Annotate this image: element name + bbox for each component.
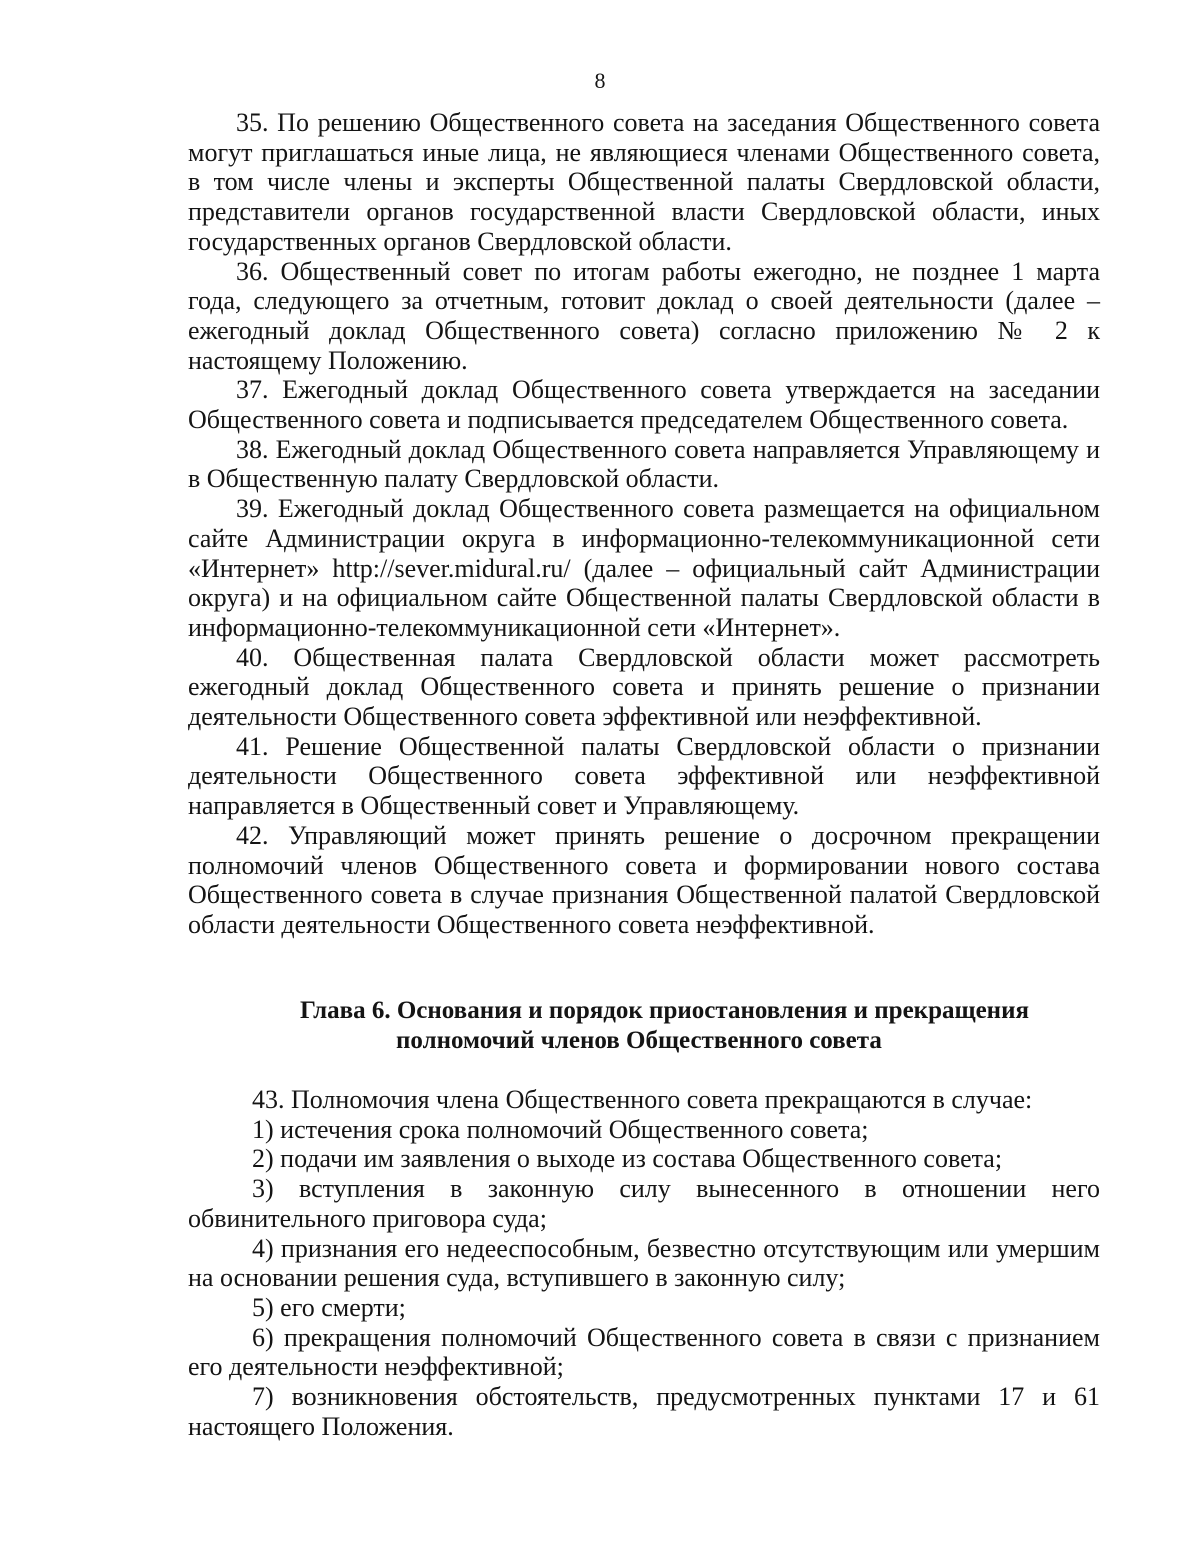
paragraph-43-intro: 43. Полномочия члена Общественного совета прекращаются в случае:: [252, 1085, 1033, 1114]
list-item-5: 5) его смерти;: [252, 1292, 406, 1322]
page-number: 8: [594, 68, 606, 93]
paragraph-39: 39. Ежегодный доклад Общественного совета размещается на официальном сайте Администрации округа в информационно-телекоммуникационной сети «Интернет» http://sever.midural.ru/ (далее – официальный сайт Администрации округа) и на официальном сайте Общественной палаты Свердловской области в информационно-телекоммуникационной сети «Интернет».: [188, 494, 1100, 642]
chapter-heading-line-1: Глава 6. Основания и порядок приостановления и прекращения: [300, 997, 1030, 1024]
paragraph-41: 41. Решение Общественной палаты Свердловской области о признании деятельности Общественного совета эффективной или неэффективной направляется в Общественный совет и Управляющему.: [188, 731, 1100, 821]
list-item-6: 6) прекращения полномочий Общественного совета в связи с признанием его деятельности неэффективной;: [188, 1322, 1100, 1382]
main-text-block: [188, 108, 1100, 940]
paragraph-42: 42. Управляющий может принять решение о досрочном прекращении полномочий членов Общественного совета и формировании нового состава Общественного совета в случае признания Общественной палатой Свердловской области деятельности Общественного совета неэффективной.: [188, 820, 1100, 939]
paragraph-38: 38. Ежегодный доклад Общественного совета направляется Управляющему и в Общественную палату Свердловской области.: [188, 434, 1100, 494]
chapter-heading-line-2: полномочий членов Общественного совета: [396, 1027, 882, 1054]
chapter-heading: [188, 996, 1168, 1056]
section-43-block: [188, 1085, 1100, 1441]
paragraph-35: 35. По решению Общественного совета на заседания Общественного совета могут приглашаться иные лица, не являющиеся членами Общественного совета, в том числе члены и эксперты Общественной палаты Свердловской области, представители органов государственной власти Свердловской области, иных государственных органов Свердловской области.: [188, 108, 1100, 256]
list-item-4: 4) признания его недееспособным, безвестно отсутствующим или умершим на основании решения суда, вступившего в законную силу;: [188, 1233, 1100, 1293]
list-item-2: 2) подачи им заявления о выходе из состава Общественного совета;: [252, 1144, 1003, 1174]
list-item-7: 7) возникновения обстоятельств, предусмотренных пунктами 17 и 61 настоящего Положения.: [188, 1382, 1100, 1441]
paragraph-40: 40. Общественная палата Свердловской области может рассмотреть ежегодный доклад Общественного совета и принять решение о признании деятельности Общественного совета эффективной или неэффективной.: [188, 642, 1100, 732]
list-item-1: 1) истечения срока полномочий Общественного совета;: [252, 1114, 869, 1144]
paragraph-36: 36. Общественный совет по итогам работы ежегодно, не позднее 1 марта года, следующего за отчетным, готовит доклад о своей деятельности (далее – ежегодный доклад Общественного совета) согласно приложению № 2 к настоящему Положению.: [188, 256, 1100, 375]
paragraph-37: 37. Ежегодный доклад Общественного совета утверждается на заседании Общественного совета и подписывается председателем Общественного совета.: [188, 375, 1100, 435]
list-item-3: 3) вступления в законную силу вынесенного в отношении него обвинительного приговора суда;: [188, 1174, 1100, 1233]
